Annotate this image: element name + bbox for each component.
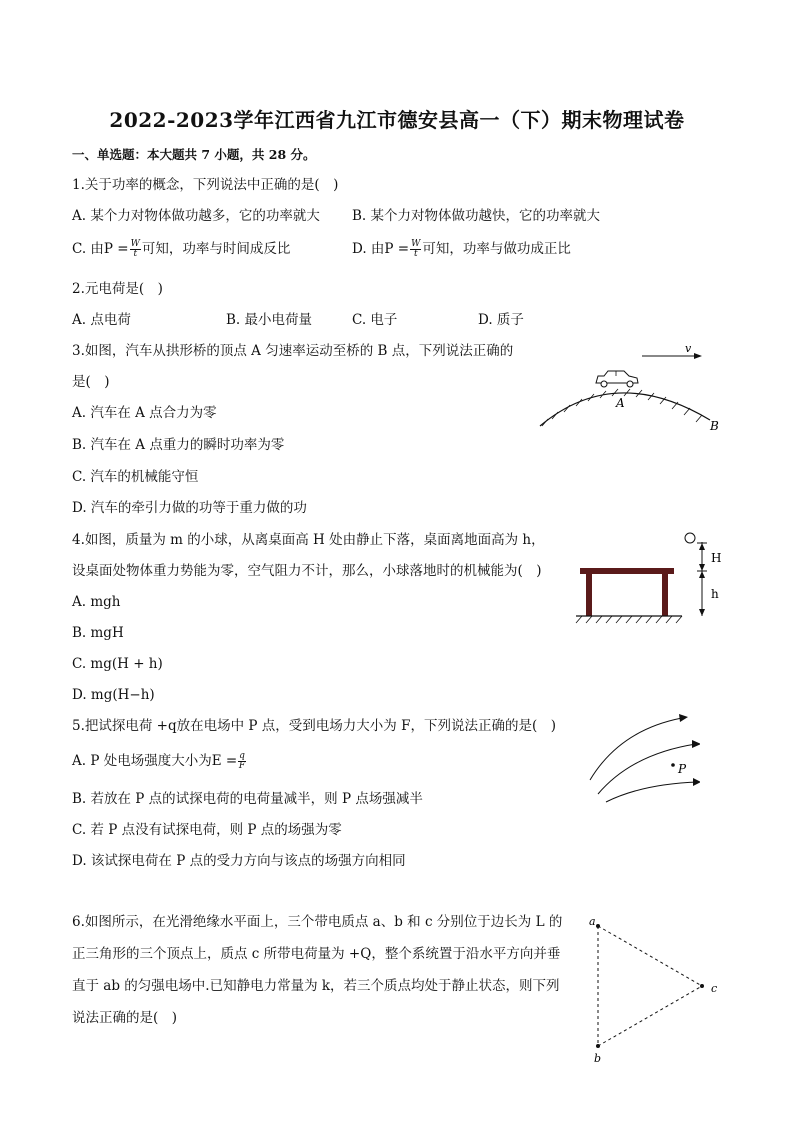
q4-option-d: D. mg(H−h) xyxy=(72,687,155,703)
page-title: 2022-2023学年江西省九江市德安县高一（下）期末物理试卷 xyxy=(109,108,685,132)
q3-option-c: C. 汽车的机械能守恒 xyxy=(72,469,199,485)
q4-option-a: A. mgh xyxy=(72,594,121,610)
q5-option-b: B. 若放在 P 点的试探电荷的电荷量减半，则 P 点场强减半 xyxy=(72,791,423,807)
arrow-head xyxy=(694,353,702,359)
field-line-1 xyxy=(590,718,682,780)
label-h: h xyxy=(711,587,719,601)
q3-option-b: B. 汽车在 A 点重力的瞬时功率为零 xyxy=(72,437,285,453)
arch-bridge-figure xyxy=(530,338,730,438)
label-c: c xyxy=(711,982,718,995)
question-1-stem: 1.关于功率的概念，下列说法中正确的是( ) xyxy=(72,177,339,193)
q1-option-d: D. 由P = $\frac{W}{t}$ 可知，功率与做功成正比 xyxy=(352,239,571,259)
table-ball-figure xyxy=(570,528,730,632)
question-2-stem: 2.元电荷是( ) xyxy=(72,281,163,297)
q1-option-a: A. 某个力对物体做功越多，它的功率就大 xyxy=(72,208,320,224)
label-b: b xyxy=(594,1052,602,1065)
fraction: $\frac{q}{F}$ xyxy=(238,751,246,771)
q2-option-c: C. 电子 xyxy=(352,312,398,328)
ball-icon xyxy=(685,533,695,543)
field-line-3 xyxy=(606,782,698,802)
label-a: a xyxy=(589,915,596,928)
q5-option-d: D. 该试探电荷在 P 点的受力方向与该点的场强方向相同 xyxy=(72,853,406,869)
q2-option-a: A. 点电荷 xyxy=(72,312,131,328)
label-H: H xyxy=(711,551,722,565)
electric-field-figure xyxy=(580,710,700,806)
question-4-stem-cont: 设桌面处物体重力势能为零，空气阻力不计，那么，小球落地时的机械能为( ) xyxy=(72,563,542,579)
q5-option-c: C. 若 P 点没有试探电荷，则 P 点的场强为零 xyxy=(72,822,342,838)
q2-option-d: D. 质子 xyxy=(478,312,524,328)
q2-option-b: B. 最小电荷量 xyxy=(226,312,313,328)
question-3-stem-cont: 是( ) xyxy=(72,374,110,390)
question-6-stem-cont-2: 直于 ab 的匀强电场中.已知静电力常量为 k，若三个质点均处于静止状态，则下列 xyxy=(72,978,560,994)
question-4-stem: 4.如图，质量为 m 的小球，从离桌面高 H 处由静止下落，桌面离地面高为 h， xyxy=(72,532,545,548)
charge-a xyxy=(596,924,600,928)
car-icon xyxy=(596,371,638,387)
q1-option-b: B. 某个力对物体做功越快，它的功率就大 xyxy=(352,208,601,224)
q4-option-c: C. mg(H + h) xyxy=(72,656,163,672)
label-B: B xyxy=(710,419,719,433)
q4-option-b: B. mgH xyxy=(72,625,124,641)
q3-option-a: A. 汽车在 A 点合力为零 xyxy=(72,405,217,421)
bridge-arch xyxy=(540,393,710,426)
q5-option-a: A. P 处电场强度大小为E = $\frac{q}{F}$ xyxy=(72,751,246,771)
label-P: P xyxy=(678,762,687,776)
question-3-stem: 3.如图，汽车从拱形桥的顶点 A 匀速率运动至桥的 B 点，下列说法正确的 xyxy=(72,343,514,359)
point-P xyxy=(671,763,675,767)
question-6-stem: 6.如图所示，在光滑绝缘水平面上，三个带电质点 a、b 和 c 分别位于边长为 L 的 xyxy=(72,914,563,930)
triangle-charges-figure xyxy=(580,910,730,1070)
label-v: v xyxy=(685,342,692,355)
side-bc xyxy=(598,986,702,1046)
fraction: $\frac{W}{t}$ xyxy=(130,239,140,259)
question-6-stem-cont-1: 正三角形的三个顶点上，质点 c 所带电荷量为 +Q，整个系统置于沿水平方向并垂 xyxy=(72,946,561,962)
charge-b xyxy=(596,1044,600,1048)
ground-hatching xyxy=(576,616,682,623)
section-heading: 一、单选题：本大题共 7 小题，共 28 分。 xyxy=(72,147,316,162)
label-A: A xyxy=(616,396,625,410)
question-6-stem-cont-3: 说法正确的是( ) xyxy=(72,1010,178,1026)
fraction: $\frac{W}{t}$ xyxy=(411,239,421,259)
table-top xyxy=(580,568,674,574)
table-leg-right xyxy=(662,574,668,616)
q3-option-d: D. 汽车的牵引力做的功等于重力做的功 xyxy=(72,500,307,516)
side-ac xyxy=(598,926,702,986)
q1-option-c: C. 由P = $\frac{W}{t}$ 可知，功率与时间成反比 xyxy=(72,239,291,259)
question-5-stem: 5.把试探电荷 +q放在电场中 P 点，受到电场力大小为 F，下列说法正确的是( ) xyxy=(72,718,556,734)
charge-c xyxy=(700,984,704,988)
table-leg-left xyxy=(586,574,592,616)
